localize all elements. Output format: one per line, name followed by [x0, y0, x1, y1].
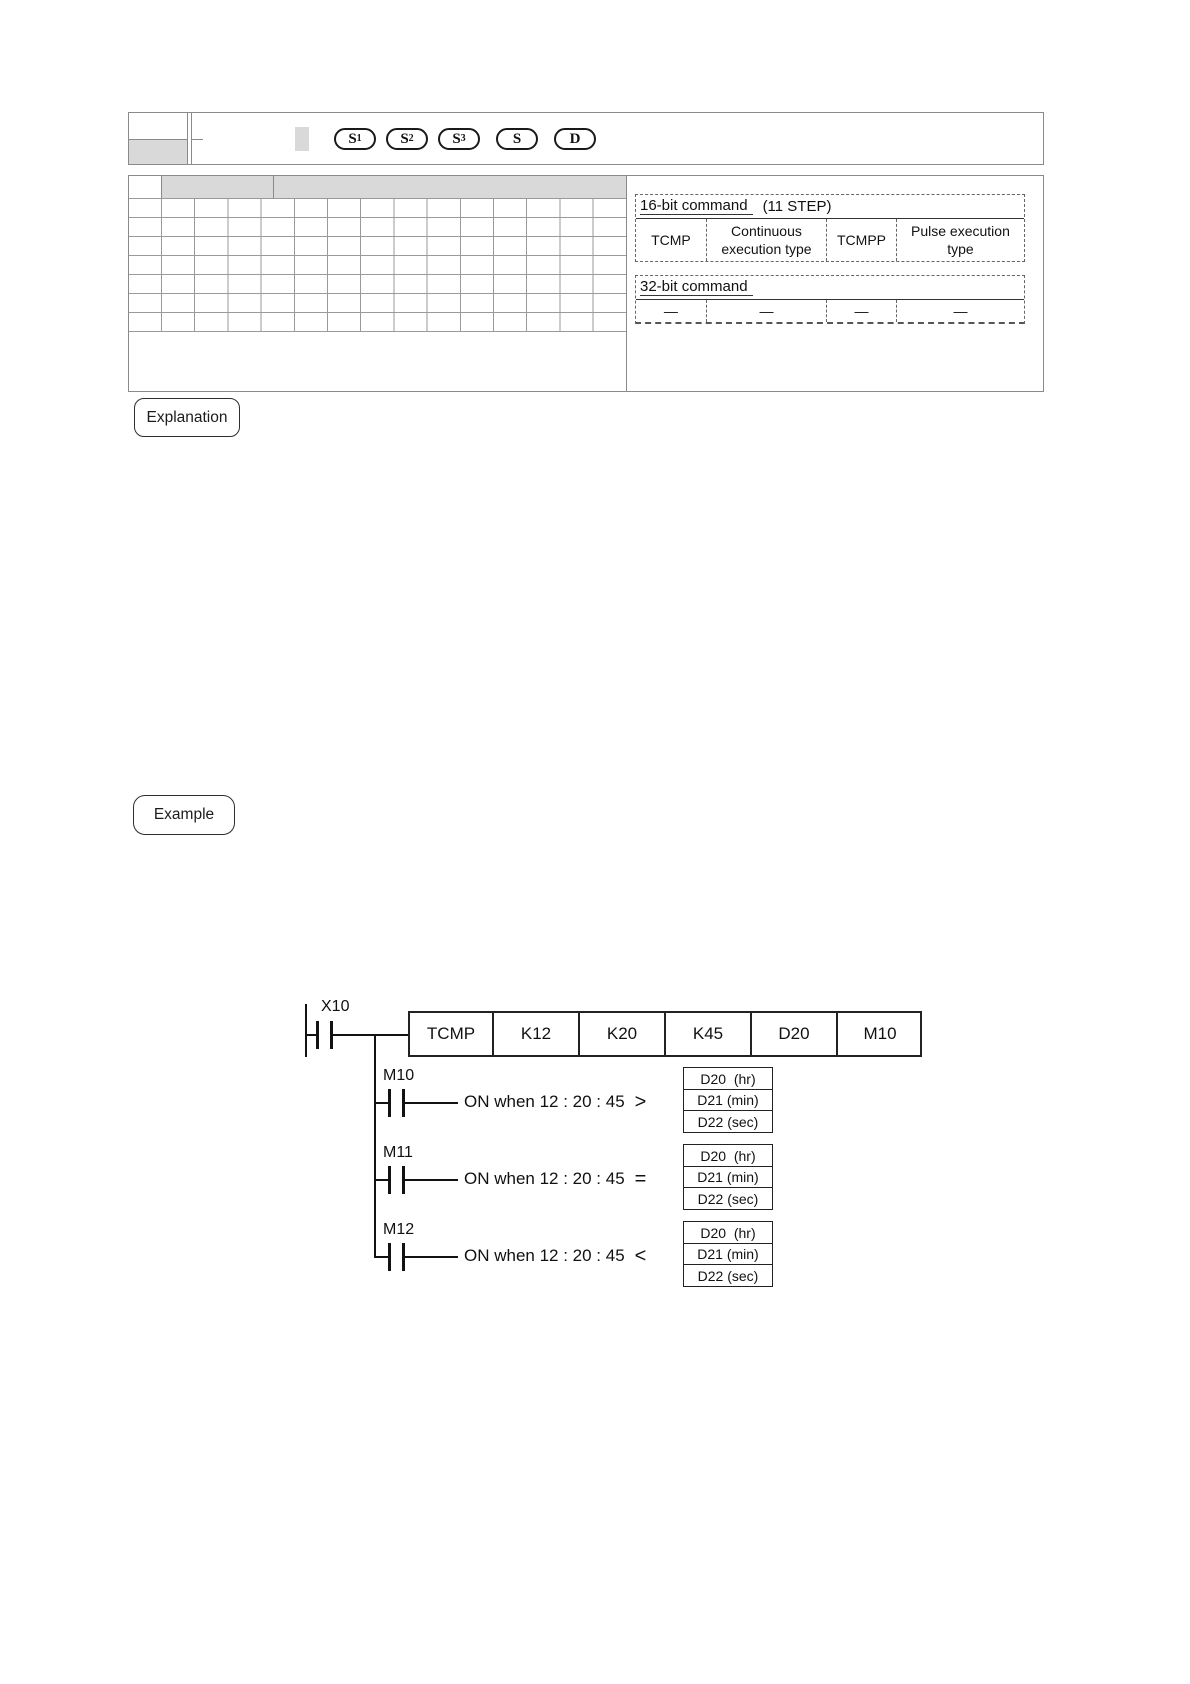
wire [405, 1256, 458, 1258]
register-box-hr: D20 (hr) [683, 1221, 773, 1244]
contact-label: M12 [383, 1221, 415, 1238]
command-16bit-title: 16-bit command [640, 197, 753, 215]
branch-caption [464, 1243, 646, 1269]
device-grid-columns [161, 198, 627, 332]
command-32bit-title: 32-bit command [640, 278, 753, 296]
contact-bar [388, 1089, 391, 1117]
register-box-hr: D20 (hr) [683, 1144, 773, 1167]
branch-caption-text: ON when 12 : 20 : 45 [464, 1092, 625, 1111]
command-cell-empty: — [896, 300, 1024, 322]
branch-caption [464, 1166, 646, 1192]
command-32bit-row [636, 300, 1024, 322]
register-box-min: D21 (min) [683, 1243, 773, 1266]
instruction-cell-s2: K20 [578, 1013, 664, 1055]
applicability-table [128, 175, 1044, 392]
instruction-cell-d: M10 [836, 1013, 922, 1055]
explanation-label: Explanation [134, 398, 240, 437]
example-label: Example [133, 795, 235, 835]
divider [129, 139, 187, 140]
wire [375, 1179, 389, 1181]
register-box-min: D21 (min) [683, 1166, 773, 1189]
instruction-box [408, 1011, 922, 1057]
wire [333, 1034, 410, 1036]
register-box-hr: D20 (hr) [683, 1067, 773, 1090]
api-number-cell [129, 140, 187, 164]
mnemonic-cell [295, 127, 309, 151]
operand-bubble-s1: S 1 [334, 128, 376, 150]
contact-bar [388, 1166, 391, 1194]
instruction-header-box [128, 112, 1044, 165]
contact-label: M10 [383, 1067, 415, 1084]
command-16bit-step: (11 STEP) [762, 198, 832, 215]
branch-caption-text: ON when 12 : 20 : 45 [464, 1246, 625, 1265]
register-box-min: D21 (min) [683, 1089, 773, 1112]
register-stack [683, 1221, 773, 1287]
command-info-16bit [635, 194, 1025, 262]
register-stack [683, 1067, 773, 1133]
operand-bubble-s: S [496, 128, 538, 150]
wire [405, 1102, 458, 1104]
command-info-32bit [635, 275, 1025, 324]
ladder-branch-m10 [375, 1067, 795, 1141]
ladder-branch-m11 [375, 1144, 795, 1218]
operand-bubble-s3: S 3 [438, 128, 480, 150]
register-box-sec: D22 (sec) [683, 1110, 773, 1133]
contact-label: M11 [383, 1144, 413, 1161]
power-rail [305, 1004, 307, 1057]
instruction-cell-s1: K12 [492, 1013, 578, 1055]
operand-bubble-d: D [554, 128, 596, 150]
wire [405, 1179, 458, 1181]
register-box-sec: D22 (sec) [683, 1264, 773, 1287]
command-32bit-title-row [636, 276, 1024, 300]
command-cell-mnemonic: TCMP [651, 232, 691, 249]
ladder-branch-m12 [375, 1221, 795, 1295]
operand-list [334, 128, 596, 150]
wire [375, 1256, 389, 1258]
branch-caption [464, 1089, 646, 1115]
wire [307, 1034, 317, 1036]
command-cell-type: Pulse execution type [896, 219, 1024, 261]
command-cell-type: Continuous execution type [706, 219, 826, 261]
instruction-cell-s: D20 [750, 1013, 836, 1055]
comparison-operator: = [634, 1167, 647, 1190]
command-cell-empty: — [826, 300, 896, 322]
divider [191, 139, 203, 140]
contact-label-x10: X10 [321, 998, 350, 1015]
command-16bit-row [636, 219, 1024, 261]
command-cell-mnemonic: TCMPP [826, 219, 896, 261]
contact-bar [388, 1243, 391, 1271]
instruction-cell-s3: K45 [664, 1013, 750, 1055]
register-box-sec: D22 (sec) [683, 1187, 773, 1210]
divider [626, 176, 627, 391]
divider [273, 176, 274, 198]
command-cell-empty: — [663, 302, 678, 319]
operand-bubble-s2: S 2 [386, 128, 428, 150]
command-16bit-title-row [636, 195, 1024, 219]
divider [187, 113, 188, 164]
wire [375, 1102, 389, 1104]
command-cell-empty: — [706, 300, 826, 322]
branch-caption-text: ON when 12 : 20 : 45 [464, 1169, 625, 1188]
device-grid-header [161, 176, 626, 198]
instruction-cell-mnemonic: TCMP [426, 1024, 476, 1043]
comparison-operator: > [634, 1090, 647, 1113]
register-stack [683, 1144, 773, 1210]
comparison-operator: < [634, 1244, 647, 1267]
